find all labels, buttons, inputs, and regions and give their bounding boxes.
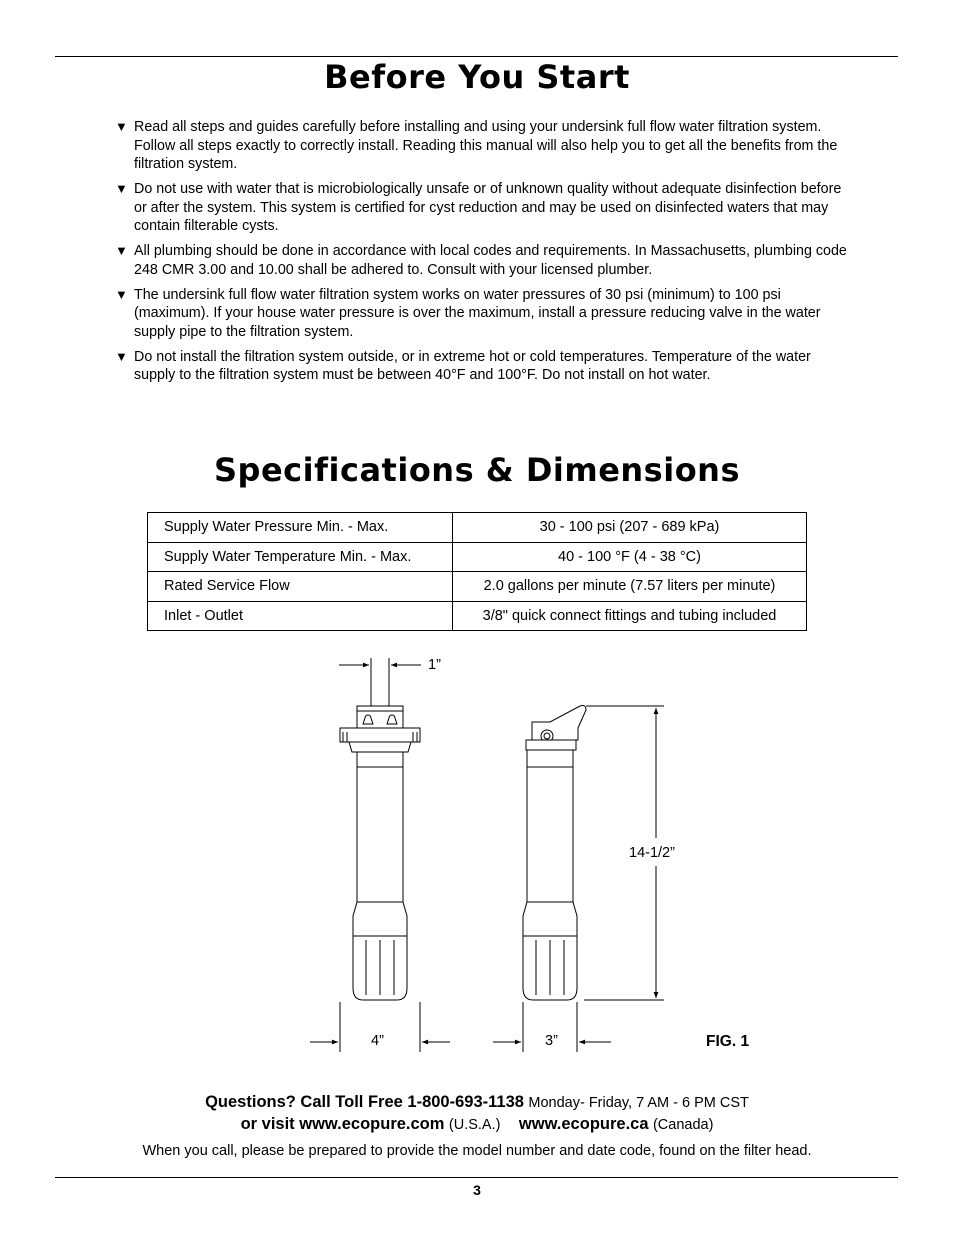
before-you-start-title: Before You Start <box>324 58 630 96</box>
specifications-title: Specifications & Dimensions <box>214 451 740 489</box>
canada-label: (Canada) <box>652 1117 714 1133</box>
filter-front-view <box>340 706 420 1000</box>
triangle-bullet-icon: ▼ <box>115 348 128 364</box>
list-item: ▼ Do not use with water that is microbiologically unsafe or of unknown quality without adequate disinfection before or after the system. This system is certified for cyst reduction and may be used on disinfected waters that may contain filterable cysts. <box>115 181 842 234</box>
filter-side-view <box>523 706 586 1001</box>
dimension-top-label: 1” <box>428 657 441 673</box>
triangle-bullet-icon: ▼ <box>115 243 128 258</box>
dimension-height-label: 14-1/2” <box>629 845 675 861</box>
table-row: Supply Water Temperature Min. - Max. 40 - 100 °F (4 - 38 °C) <box>148 542 807 572</box>
website-link-canada[interactable]: www.ecopure.ca <box>518 1115 649 1133</box>
dimension-front-width-label: 4” <box>371 1033 384 1049</box>
bottom-rule <box>55 1177 898 1178</box>
table-row: Rated Service Flow 2.0 gallons per minute (7.57 liters per minute) <box>148 572 807 602</box>
support-hours: Monday- Friday, 7 AM - 6 PM CST <box>528 1095 749 1111</box>
list-item: ▼ Read all steps and guides carefully before installing and using your undersink full flow water filtration system. Follow all steps exactly to correctly install. Reading this manual will also help you to get all the benefits from the filtration system. <box>115 119 838 172</box>
triangle-bullet-icon: ▼ <box>115 286 128 302</box>
toll-free-number: Questions? Call Toll Free 1-800-693-1138 <box>205 1093 524 1111</box>
usa-label: (U.S.A.) <box>448 1117 501 1133</box>
list-item: ▼ The undersink full flow water filtration system works on water pressures of 30 psi (minimum) to 100 psi (maximum). If your house water pressure is over the maximum, install a pressure reducing valve in the water supply pipe to the filtration system. <box>115 286 821 340</box>
page-number: 3 <box>473 1182 481 1198</box>
website-link-usa[interactable]: or visit www.ecopure.com <box>240 1115 445 1133</box>
triangle-bullet-icon: ▼ <box>115 119 128 134</box>
dimension-side-width-label: 3” <box>545 1033 558 1049</box>
footer-note: When you call, please be prepared to provide the model number and date code, found on the filter head. <box>142 1143 812 1159</box>
footer-line-2 <box>0 1115 954 1134</box>
figure-label: FIG. 1 <box>706 1033 750 1050</box>
list-item: ▼ Do not install the filtration system outside, or in extreme hot or cold temperatures. Temperature of the water supply to the filtration system must be between 40°F and 100°F. Do not install on hot water. <box>115 348 811 383</box>
list-item: ▼ All plumbing should be done in accordance with local codes and requirements. In Massachusetts, plumbing code 248 CMR 3.00 and 10.00 shall be adhered to. Consult with your licensed plumber. <box>115 243 847 278</box>
table-row: Inlet - Outlet 3/8" quick connect fittings and tubing included <box>148 601 807 631</box>
triangle-bullet-icon: ▼ <box>115 181 128 196</box>
table-row: Supply Water Pressure Min. - Max. 30 - 100 psi (207 - 689 kPa) <box>148 513 807 543</box>
footer-line-1 <box>0 1093 954 1112</box>
